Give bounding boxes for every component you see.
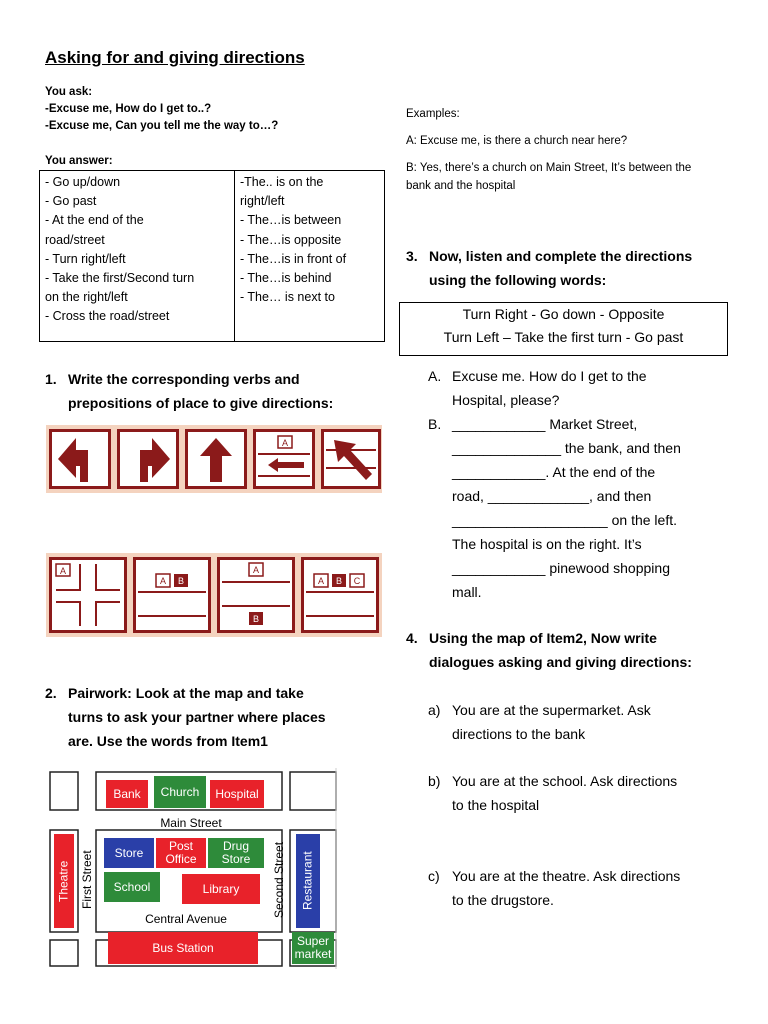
dialogue-line: The hospital is on the right. It’s — [452, 536, 642, 552]
opposite-sign — [217, 557, 295, 633]
answer-item: - The…is opposite — [240, 232, 342, 247]
up-arrow-icon — [188, 432, 244, 486]
speaker-b-label: B. — [428, 416, 442, 432]
task-label: b) — [428, 773, 441, 789]
dialogue-line: ____________ Market Street, — [452, 416, 638, 432]
central-avenue-label: Central Avenue — [145, 912, 227, 926]
task-line: to the hospital — [452, 797, 540, 813]
next-to-icon — [136, 560, 208, 630]
dialogue-line: mall. — [452, 584, 482, 600]
dialogue-line: road, _____________, and then — [452, 488, 652, 504]
question-number: 3. — [406, 248, 418, 264]
question-text: are. Use the words from Item1 — [68, 733, 268, 749]
question-text: using the following words: — [429, 272, 607, 288]
answer-column-1 — [40, 171, 235, 341]
page-title: Asking for and giving directions — [45, 48, 305, 67]
corner-sign — [49, 557, 127, 633]
answer-item: - The…is in front of — [240, 251, 347, 266]
example-b-line: B: Yes, there’s a church on Main Street, It’s between the — [406, 162, 692, 174]
answer-item: - The… is next to — [240, 290, 335, 305]
dialogue-line: ____________ pinewood shopping — [452, 560, 670, 576]
question-3 — [406, 244, 746, 292]
turn-right-sign — [117, 429, 179, 489]
corner-icon — [52, 560, 124, 630]
task-label: c) — [428, 868, 440, 884]
you-ask-line: -Excuse me, How do I get to..? — [45, 103, 212, 115]
question-text: Using the map of Item2, Now write — [429, 630, 657, 646]
answer-item: on the right/left — [45, 290, 128, 305]
task-line: to the drugstore. — [452, 892, 554, 908]
task-line: directions to the bank — [452, 726, 586, 742]
first-street-label: First Street — [80, 850, 94, 910]
second-street-label: Second Street — [272, 841, 286, 919]
answer-item: road/street — [45, 232, 105, 247]
sign-letter-b: B — [177, 576, 185, 586]
task-c — [428, 864, 748, 912]
turn-right-arrow-icon — [120, 432, 176, 486]
direction-signs-row-2 — [46, 553, 382, 637]
answer-item: right/left — [240, 194, 285, 209]
question-text: Now, listen and complete the directions — [429, 248, 693, 264]
between-icon — [304, 560, 376, 630]
sign-letter-a: A — [159, 576, 167, 586]
map-hospital: Hospital — [210, 780, 264, 808]
dialogue-line: ____________________ on the left. — [452, 512, 677, 528]
map-church: Church — [154, 776, 206, 808]
examples-heading: Examples: — [406, 108, 460, 120]
question-2 — [45, 681, 385, 753]
go-straight-sign — [185, 429, 247, 489]
between-sign — [301, 557, 379, 633]
dialogue-line: Hospital, please? — [452, 392, 560, 408]
answer-item: - Turn right/left — [45, 251, 126, 266]
task-line: You are at the supermarket. Ask — [452, 702, 651, 718]
sign-letter-b: B — [252, 614, 260, 624]
answer-column-2 — [235, 171, 384, 341]
question-text: dialogues asking and giving directions: — [429, 654, 692, 670]
word-box-line: Turn Left – Take the first turn - Go past — [443, 329, 684, 345]
map-supermarket: Super market — [292, 932, 334, 964]
question-text: Write the corresponding verbs and — [68, 371, 300, 387]
turn-left-sign — [49, 429, 111, 489]
question-text: turns to ask your partner where places — [68, 709, 326, 725]
answer-item: - Take the first/Second turn — [45, 271, 195, 286]
sign-letter-c: C — [353, 576, 361, 586]
map-store: Store — [104, 838, 154, 868]
go-past-sign — [253, 429, 315, 489]
sign-letter-a: A — [281, 438, 289, 448]
answer-item: - At the end of the — [45, 213, 144, 228]
map-drug-store: Drug Store — [208, 838, 264, 868]
map-bus-station: Bus Station — [108, 932, 258, 964]
sign-letter-a: A — [252, 565, 260, 575]
go-past-icon — [256, 432, 312, 486]
task-b — [428, 769, 748, 817]
sign-letter-b: B — [335, 576, 343, 586]
answer-item: - The…is behind — [240, 271, 332, 286]
question-1 — [45, 367, 385, 415]
task-a — [428, 698, 748, 746]
cross-road-sign — [321, 429, 381, 489]
map-theatre: Theatre — [54, 834, 74, 928]
answer-item: -The.. is on the — [240, 175, 324, 189]
speaker-a-label: A. — [428, 368, 442, 384]
question-number: 4. — [406, 630, 418, 646]
question-text: Pairwork: Look at the map and take — [68, 685, 304, 701]
turn-left-arrow-icon — [52, 432, 108, 486]
word-box — [399, 302, 728, 356]
town-map — [46, 768, 340, 969]
map-bank: Bank — [106, 780, 148, 808]
you-ask-heading: You ask: — [45, 86, 93, 98]
dialogue-line: Excuse me. How do I get to the — [452, 368, 647, 384]
answer-item: - The…is between — [240, 213, 342, 228]
word-box-line: Turn Right - Go down - Opposite — [462, 306, 665, 322]
task-label: a) — [428, 702, 441, 718]
answer-item: - Cross the road/street — [45, 309, 170, 324]
task-line: You are at the school. Ask directions — [452, 773, 678, 789]
answer-item: - Go past — [45, 194, 97, 209]
examples-section — [406, 105, 691, 195]
task-line: You are at the theatre. Ask directions — [452, 868, 681, 884]
next-to-sign — [133, 557, 211, 633]
dialogue — [428, 364, 748, 604]
cross-arrow-icon — [324, 432, 378, 486]
map-post-office: Post Office — [156, 838, 206, 868]
opposite-icon — [220, 560, 292, 630]
example-b-line: bank and the hospital — [406, 180, 516, 192]
you-ask-line: -Excuse me, Can you tell me the way to…? — [45, 120, 279, 132]
question-4 — [406, 626, 746, 674]
main-street-label: Main Street — [160, 816, 222, 830]
question-number: 1. — [45, 371, 57, 387]
example-a: A: Excuse me, is there a church near here? — [406, 135, 628, 147]
you-ask-section — [45, 84, 278, 135]
direction-signs-row-1 — [46, 425, 382, 493]
sign-letter-a: A — [59, 566, 67, 576]
sign-letter-a: A — [317, 576, 325, 586]
answer-table — [39, 170, 385, 342]
map-restaurant: Restaurant — [296, 834, 320, 928]
dialogue-line: ______________ the bank, and then — [452, 440, 681, 456]
question-number: 2. — [45, 685, 57, 701]
you-answer-heading: You answer: — [45, 155, 113, 167]
question-text: prepositions of place to give directions: — [68, 395, 334, 411]
map-library: Library — [182, 874, 260, 904]
dialogue-line: ____________. At the end of the — [452, 464, 656, 480]
map-school: School — [104, 872, 160, 902]
answer-item: - Go up/down — [45, 175, 121, 189]
